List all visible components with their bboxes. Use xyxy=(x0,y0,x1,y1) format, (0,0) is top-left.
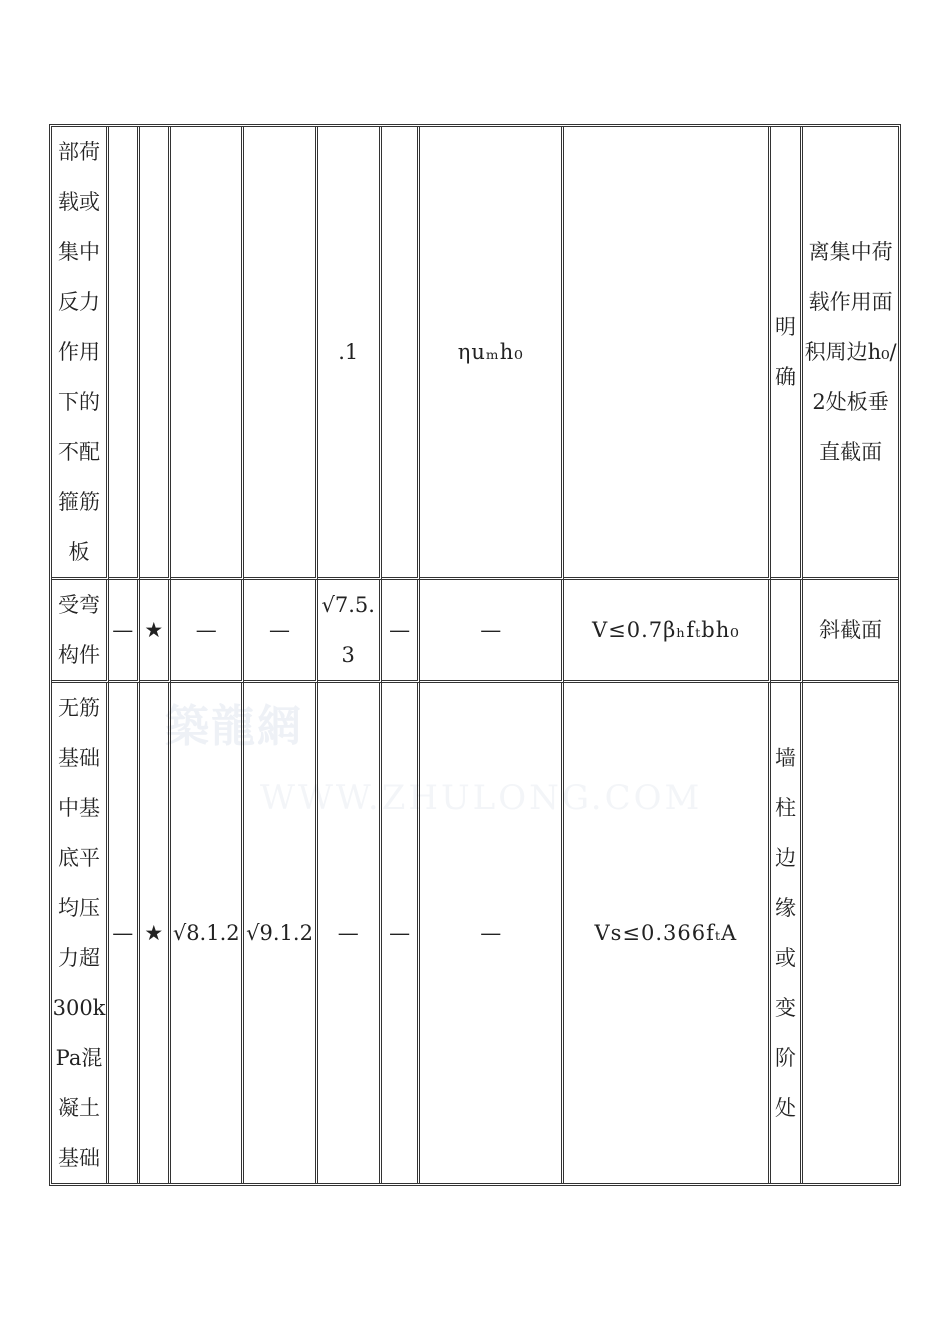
table-cell: — xyxy=(244,580,317,683)
watermark-logo: 築龍網 xyxy=(165,701,303,752)
section-cell: 斜截面 xyxy=(803,580,898,683)
table-cell xyxy=(140,127,172,580)
table-cell: — xyxy=(420,580,564,683)
formula-cell xyxy=(564,127,771,580)
clause-cell: .1 xyxy=(318,127,382,580)
watermark-url: WWW.ZHULONG.COM xyxy=(260,778,703,818)
table-cell xyxy=(109,127,140,580)
table-cell: — xyxy=(382,683,421,1183)
clause-cell: √7.5.3 xyxy=(318,580,382,683)
table-cell: — xyxy=(109,580,140,683)
table-row xyxy=(52,580,898,683)
table-cell: — xyxy=(318,683,382,1183)
formula-fragment-cell: ηuₘh₀ xyxy=(420,127,564,580)
formula-cell: V≤0.7βₕfₜbh₀ xyxy=(564,580,771,683)
formula-cell: Vs≤0.366fₜA xyxy=(564,683,771,1183)
star-cell: ★ xyxy=(140,580,172,683)
clause-cell: √9.1.2 xyxy=(244,683,317,1183)
member-cell: 无筋基础中基底平均压力超300kPa混凝土基础 xyxy=(52,683,109,1183)
table-cell: — xyxy=(109,683,140,1183)
member-cell: 受弯构件 xyxy=(52,580,109,683)
position-cell xyxy=(771,580,804,683)
table-cell: — xyxy=(171,580,244,683)
specification-table xyxy=(49,124,901,1186)
member-cell: 部荷载或集中反力作用下的不配箍筋板 xyxy=(52,127,109,580)
table-cell xyxy=(171,127,244,580)
table-cell: — xyxy=(420,683,564,1183)
section-cell: 离集中荷载作用面积周边h₀/2处板垂直截面 xyxy=(803,127,898,580)
position-cell: 墙柱边缘或变阶处 xyxy=(771,683,804,1183)
section-cell xyxy=(803,683,898,1183)
table-row xyxy=(52,127,898,580)
position-cell: 明确 xyxy=(771,127,804,580)
star-cell: ★ xyxy=(140,683,172,1183)
table-cell xyxy=(382,127,421,580)
table-cell: — xyxy=(382,580,421,683)
table-row xyxy=(52,683,898,1183)
clause-cell: √8.1.2 xyxy=(171,683,244,1183)
table-cell xyxy=(244,127,317,580)
